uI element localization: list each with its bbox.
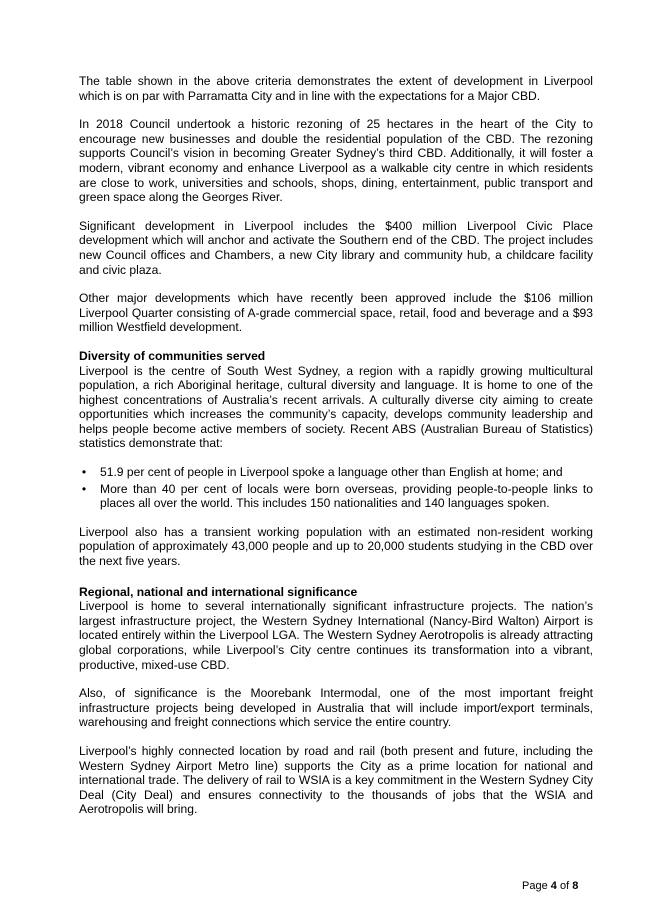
page-of-label: of — [559, 880, 570, 892]
paragraph-diversity: Liverpool is the centre of South West Sydney, a region with a rapidly growing multicultural population, a rich Aboriginal heritage, cultural diversity and language. It is home to one of the highest concentrations of Australia’s recent arrivals. A culturally diverse city aiming to create opportunities which increases the community’s capacity, develops community leadership and helps people become active members of society. Recent ABS (Australian Bureau of Statistics) statistics demonstrate that: — [79, 363, 593, 451]
document-body — [79, 74, 593, 831]
page-current: 4 — [550, 880, 557, 892]
paragraph-civic-place: Significant development in Liverpool includes the $400 million Liverpool Civic Place development which will anchor and activate the Southern end of the CBD. The project includes new Council offices and Chambers, a new City library and community hub, a childcare facility and civic plaza. — [79, 218, 593, 277]
list-item-text: 51.9 per cent of people in Liverpool spoke a language other than English at home; and — [100, 465, 563, 480]
paragraph-infrastructure: Liverpool is home to several internationally significant infrastructure projects. The nation’s largest infrastructure project, the Western Sydney International (Nancy-Bird Walton) Airport is located entirely within the Liverpool LGA. The Western Sydney Aerotropolis is already attracting global corporations, while Liverpool’s City centre continues its transformation into a vibrant, productive, mixed-use CBD. — [79, 599, 593, 672]
bullet-icon: • — [81, 481, 87, 496]
paragraph-criteria: The table shown in the above criteria demonstrates the extent of development in Liverpool which is on par with Parramatta City and in line with the expectations for a Major CBD. — [79, 74, 593, 103]
paragraph-major-developments: Other major developments which have recently been approved include the $106 million Liverpool Quarter consisting of A-grade commercial space, retail, food and beverage and a $93 million Westfield development. — [79, 291, 593, 335]
paragraph-moorebank: Also, of significance is the Moorebank Intermodal, one of the most important freight infrastructure projects being developed in Australia that will include import/export terminals, warehousing and freight connections which service the entire country. — [79, 686, 593, 730]
list-item-text: More than 40 per cent of locals were born overseas, providing people-to-people links to places all over the world. This includes 150 nationalities and 140 languages spoken. — [100, 481, 593, 511]
bullet-icon: • — [81, 465, 87, 480]
paragraph-rezoning: In 2018 Council undertook a historic rezoning of 25 hectares in the heart of the City to encourage new businesses and double the residential population of the CBD. The rezoning supports Council’s vision in becoming Greater Sydney’s third CBD. Additionally, it will foster a modern, vibrant economy and enhance Liverpool as a walkable city centre in which residents are close to work, universities and schools, shops, dining, entertainment, public transport and green space along the Georges River. — [79, 117, 593, 205]
heading-diversity: Diversity of communities served — [79, 348, 266, 363]
paragraph-working-population: Liverpool also has a transient working population with an estimated non-resident working population of approximately 43,000 people and up to 20,000 students studying in the CBD over the next five years. — [79, 524, 593, 569]
heading-significance: Regional, national and international significance — [79, 584, 358, 599]
page-number-footer — [522, 880, 578, 892]
paragraph-connectivity: Liverpool’s highly connected location by road and rail (both present and future, including the Western Sydney Airport Metro line) supports the City as a prime location for national and international trade. The delivery of rail to WSIA is a key commitment in the Western Sydney City Deal (City Deal) and ensures connectivity to the thousands of jobs that the WSIA and Aerotropolis will bring. — [79, 743, 593, 817]
bullet-list-statistics — [79, 465, 593, 511]
page-total: 8 — [572, 880, 579, 892]
list-item — [79, 482, 593, 511]
page-label: Page — [522, 880, 548, 892]
list-item — [79, 465, 593, 480]
